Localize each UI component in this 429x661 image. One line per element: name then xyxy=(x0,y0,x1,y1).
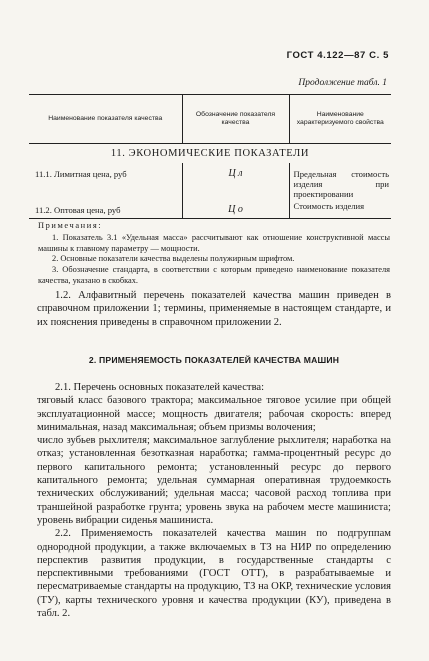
paragraph-1-2 xyxy=(37,289,391,329)
column-header-symbol: Обозначение показателя качества xyxy=(182,95,289,144)
indicator-name: 11.2. Оптовая цена, руб xyxy=(29,199,182,219)
paragraphs-2-1-2-2 xyxy=(37,381,391,620)
page-reference: ГОСТ 4.122—87 С. 5 xyxy=(286,50,389,61)
note-item: 2. Основные показатели качества выделены полужирным шрифтом. xyxy=(52,254,295,264)
notes-title: Примечания: xyxy=(38,221,103,230)
indicator-symbol: Ц о xyxy=(182,199,289,219)
paragraph-2-1-list-a: тяговый класс базового трактора; максимальное тяговое усилие при общей эксплуатационной массе; мощность двигателя; рабочая скорость: вперед минимальная, назад максимальная; объем призмы волочения; xyxy=(37,395,391,433)
column-header-property: Наименование характеризуемого свойства xyxy=(289,95,391,144)
section-title-economic: 11. ЭКОНОМИЧЕСКИЕ ПОКАЗАТЕЛИ xyxy=(110,148,310,159)
table-row xyxy=(29,199,391,219)
table-notes xyxy=(38,221,390,287)
indicator-symbol: Ц л xyxy=(182,163,289,199)
table-header-row xyxy=(29,95,391,144)
note-item: 1. Показатель 3.1 «Удельная масса» рассчитывают как отношение конструктивной массы машины к главному параметру — мощности. xyxy=(38,232,390,253)
indicator-property: Стоимость изделия xyxy=(289,199,391,219)
table-section-row xyxy=(29,144,391,164)
indicator-name: 11.1. Лимитная цена, руб xyxy=(35,169,127,179)
indicator-property: Предельная стоимость изделия при проектировании xyxy=(289,163,391,199)
table-continuation-label: Продолжение табл. 1 xyxy=(298,78,387,88)
paragraph-2-2: 2.2. Применяемость показателей качества машин по подгруппам однородной продукции, а также включаемых в ТЗ на НИР по определению перспектив развития продукции, в государственные стандарты с перспективными требованиями (ГОСТ ОТТ), в разрабатываемые и пересматриваемые стандарты на продукцию, ТЗ на ОКР, технические условия (ТУ), карты технического уровня и качества продукции (КУ), приведена в табл. 2. xyxy=(37,528,391,620)
note-item: 3. Обозначение стандарта, в соответствии с которым приведено наименование показателя качества, указано в скобках. xyxy=(38,265,390,285)
table-row xyxy=(29,163,391,199)
column-header-indicator-name: Наименование показателя качества xyxy=(29,95,182,144)
paragraph-2-1-list-b: число зубьев рыхлителя; максимальное заглубление рыхлителя; наработка на отказ; установленная безотказная наработка; гамма-процентный ресурс до первого капитального ремонта; установленный ресурс до первого капитального ремонта; удельная суммарная оперативная трудоемкость технических обслуживаний; удельная масса; часовой расход топлива при траншейной разработке грунта; уровень звука на рабочем месте машиниста; уровень вибрации сиденья машиниста. xyxy=(37,435,391,526)
paragraph-text: 1.2. Алфавитный перечень показателей качества машин приведен в справочном приложении 1; термины, применяемые в настоящем стандарте, и их пояснения приведены в справочном приложении 2. xyxy=(37,290,391,328)
quality-indicators-table xyxy=(29,94,391,219)
paragraph-2-1-intro: 2.1. Перечень основных показателей качества: xyxy=(55,382,265,393)
section-2-heading: 2. ПРИМЕНЯЕМОСТЬ ПОКАЗАТЕЛЕЙ КАЧЕСТВА МАШИН xyxy=(88,355,340,365)
